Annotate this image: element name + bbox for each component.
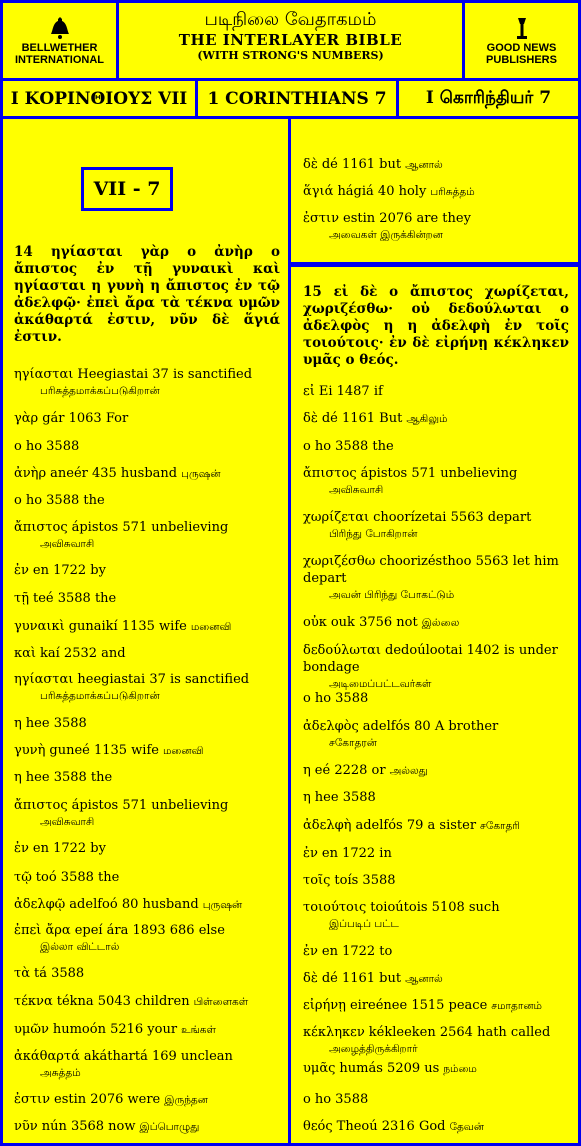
greek-word: θεός: [303, 1119, 333, 1134]
word-entry: [14, 465, 280, 483]
greek-word: ἀδελφῷ: [14, 897, 66, 912]
word-entry: [14, 410, 280, 427]
tamil-gloss: உங்கள்: [181, 1024, 216, 1036]
word-entry: [303, 718, 569, 752]
word-entry: [14, 1021, 280, 1039]
greek-word: τοῖς: [303, 873, 331, 888]
word-entry: [303, 183, 569, 201]
greek-word: τῷ: [14, 870, 32, 885]
transliteration: gunaikí 1135 wife: [68, 619, 187, 634]
transliteration: eireénee 1515 peace: [349, 998, 488, 1013]
tamil-gloss: புருஷன்: [202, 899, 243, 911]
tamil-title: படிநிலை வேதாகமம்: [204, 9, 377, 30]
transliteration: en 1722 by: [32, 841, 106, 856]
bellwether-logo: [3, 3, 116, 78]
greek-word: χωριζέσθω: [303, 554, 376, 569]
greek-word: υμῶν: [14, 1022, 49, 1037]
word-entry: [303, 872, 569, 889]
word-entry: [303, 762, 569, 780]
goodnews-logo-top: GOOD NEWS: [486, 41, 557, 54]
word-entry: [303, 1060, 569, 1078]
transliteration: ápistos 571 unbelieving: [360, 466, 518, 481]
word-entry: [14, 840, 280, 857]
torch-icon: [511, 16, 533, 40]
transliteration: humoón 5216 your: [52, 1022, 178, 1037]
greek-word: ἐπεὶ ἄρα: [14, 923, 71, 938]
word-entry: [14, 562, 280, 579]
transliteration: ho 3588 the: [314, 439, 394, 454]
transliteration: choorízetai 5563 depart: [373, 510, 532, 525]
transliteration: adelfós 80 A brother: [362, 719, 499, 734]
transliteration: toís 3588: [334, 873, 396, 888]
greek-word: γὰρ: [14, 411, 39, 426]
transliteration: dé 1161 But: [321, 411, 403, 426]
greek-word: τῇ: [14, 591, 29, 606]
word-entry: [14, 1091, 280, 1109]
tamil-gloss: சகோதரி: [480, 820, 520, 832]
tamil-gloss: அழைத்திருக்கிறார்: [329, 1043, 418, 1055]
greek-word: δεδούλωται: [303, 643, 382, 658]
transliteration: adelfós 79 a sister: [355, 818, 477, 833]
transliteration: aneér 435 husband: [50, 466, 178, 481]
tamil-gloss: இல்லை: [421, 617, 460, 629]
title-block: [119, 3, 462, 78]
word-entry: [303, 553, 569, 604]
word-entry: [303, 438, 569, 455]
transliteration: ápistos 571 unbelieving: [71, 798, 229, 813]
transliteration: teé 3588 the: [32, 591, 117, 606]
word-entry: [303, 210, 569, 244]
word-entry: [14, 590, 280, 607]
word-entry: [303, 997, 569, 1015]
greek-word: ἀκάθαρτά: [14, 1049, 80, 1064]
word-entry: [303, 465, 569, 499]
greek-word: οὐκ: [303, 615, 327, 630]
transliteration: tá 3588: [33, 966, 85, 981]
tamil-gloss: மனைவி: [190, 621, 232, 633]
greek-word: τέκνα: [14, 994, 53, 1009]
greek-word: γυναικὶ: [14, 619, 65, 634]
greek-word: κέκληκεν: [303, 1025, 365, 1040]
greek-word: ο: [303, 1092, 311, 1107]
chapter-label: VII - 7: [81, 167, 173, 211]
word-entry: [14, 671, 280, 705]
greek-word: ηγίασται: [14, 367, 74, 382]
tamil-gloss: இப்படிப் பட்ட: [329, 918, 399, 930]
goodnews-logo: [465, 3, 578, 78]
greek-word: ἐν: [303, 944, 318, 959]
transliteration: dé 1161 but: [321, 157, 402, 172]
greek-word: ἄπιστος: [303, 466, 357, 481]
word-entry: [303, 642, 569, 693]
word-entry: [303, 383, 569, 400]
tamil-gloss: ஆகிலும்: [406, 413, 448, 425]
tamil-gloss: இருந்தன: [164, 1094, 208, 1106]
bellwether-logo-top: BELLWETHER: [21, 41, 98, 54]
transliteration: hágiá 40 holy: [337, 184, 427, 199]
word-entry: [14, 742, 280, 760]
word-entry: [303, 156, 569, 174]
tamil-gloss: அல்லது: [389, 765, 428, 777]
transliteration: kékleeken 2564 hath called: [368, 1025, 551, 1040]
transliteration: Heegiastai 37 is sanctified: [77, 367, 253, 382]
tamil-gloss: அடிமைப்பட்டவர்கள்: [329, 678, 432, 690]
greek-word: ο: [14, 439, 22, 454]
word-entry: [14, 797, 280, 831]
transliteration: dedoúlootai 1402 is under bondage: [303, 643, 558, 675]
transliteration: humás 5209 us: [339, 1061, 440, 1076]
greek-word: η: [14, 716, 22, 731]
word-entry: [303, 970, 569, 988]
tamil-gloss: பரிசுத்தமாக்கப்படுகிறான்: [40, 385, 160, 397]
word-entry: [303, 899, 569, 933]
tamil-gloss: இல்லா விட்டால்: [40, 941, 120, 953]
word-entry: [14, 769, 280, 786]
word-entry: [14, 519, 280, 553]
word-entry: [14, 366, 280, 400]
word-entry: [303, 509, 569, 543]
greek-word: ἐν: [14, 563, 29, 578]
transliteration: estin 2076 are they: [343, 211, 471, 226]
word-entry: [14, 965, 280, 982]
word-entry: [303, 817, 569, 835]
transliteration: guneé 1135 wife: [49, 743, 159, 758]
greek-word: νῦν: [14, 1119, 38, 1134]
word-entry: [303, 1091, 569, 1108]
greek-word: ἀνὴρ: [14, 466, 47, 481]
greek-word: ηγίασται: [14, 672, 74, 687]
tamil-gloss: நம்மை: [443, 1063, 477, 1075]
bellwether-logo-bottom: INTERNATIONAL: [14, 53, 104, 66]
greek-word: δὲ: [303, 157, 318, 172]
transliteration: ápistos 571 unbelieving: [71, 520, 229, 535]
word-entry: [303, 614, 569, 632]
greek-word: εἰρήνῃ: [303, 998, 346, 1013]
word-entry: [303, 845, 569, 862]
greek-word: ἐν: [303, 846, 318, 861]
greek-word: ἐστιν: [303, 211, 340, 226]
transliteration: hee 3588 the: [25, 770, 113, 785]
verse-15-text: 15 εἰ δὲ ο ἄπιστος χωρίζεται, χωριζέσθω· οὐ δεδούλωται ο ἀδελφὸς η η ἀδελφὴ ἐν τοῖς τοιούτοις· ἐν δὲ εἰρήνῃ κέκληκεν υμᾶς ο θεός.: [303, 284, 569, 368]
tamil-gloss: பிள்ளைகள்: [193, 996, 249, 1008]
transliteration: en 1722 to: [321, 944, 393, 959]
book-tamil: I கொரிந்தியர் 7: [399, 81, 578, 116]
page-title: THE INTERLAYER BIBLE: [178, 31, 403, 49]
greek-word: ἀδελφὸς: [303, 719, 359, 734]
tamil-gloss: அவைகள் இருக்கின்றன: [329, 229, 443, 241]
greek-word: υμᾶς: [303, 1061, 336, 1076]
tamil-gloss: அசுத்தம்: [40, 1067, 81, 1079]
greek-word: χωρίζεται: [303, 510, 370, 525]
greek-word: ἐστιν: [14, 1092, 51, 1107]
transliteration: adelfoó 80 husband: [69, 897, 199, 912]
word-entry: [14, 993, 280, 1011]
tamil-gloss: ஆனால்: [405, 159, 443, 171]
word-entry: [303, 1024, 569, 1058]
greek-word: η: [303, 790, 311, 805]
greek-word: ἅγιά: [303, 184, 334, 199]
word-entry: [14, 1048, 280, 1082]
transliteration: gár 1063 For: [42, 411, 129, 426]
tamil-gloss: புருஷன்: [181, 468, 221, 480]
tamil-gloss: சமாதானம்: [491, 1000, 542, 1012]
transliteration: ho 3588: [25, 439, 80, 454]
tamil-gloss: சகோதரன்: [329, 737, 377, 749]
transliteration: ouk 3756 not: [330, 615, 418, 630]
verse-14-text: 14 ηγίασται γὰρ ο ἀνὴρ ο ἄπιστος ἐν τῇ γυναικὶ καὶ ηγίασται η γυνὴ η ἄπιστος ἐν τῷ ἀδελφῷ· ἐπεὶ ἄρα τὰ τέκνα υμῶν ἀκάθαρτά ἐστιν, νῦν δὲ ἅγιά ἐστιν.: [14, 244, 280, 345]
greek-word: τὰ: [14, 966, 30, 981]
goodnews-logo-bottom: PUBLISHERS: [486, 53, 557, 66]
transliteration: en 1722 by: [32, 563, 106, 578]
transliteration: dé 1161 but: [321, 971, 402, 986]
word-entry: [14, 618, 280, 636]
greek-word: εἰ: [303, 384, 315, 399]
transliteration: nún 3568 now: [41, 1119, 136, 1134]
greek-word: η: [14, 770, 22, 785]
greek-word: ο: [303, 691, 311, 706]
word-entry: [14, 438, 280, 455]
tamil-gloss: அவிசுவாசி: [40, 538, 95, 550]
transliteration: en 1722 in: [321, 846, 392, 861]
transliteration: ho 3588 the: [25, 493, 105, 508]
transliteration: akáthartá 169 unclean: [83, 1049, 233, 1064]
word-entry: [14, 492, 280, 509]
tamil-gloss: தேவன்: [449, 1121, 485, 1133]
transliteration: epeí ára 1893 686 else: [74, 923, 225, 938]
tamil-gloss: அவிசுவாசி: [40, 816, 95, 828]
word-entry: [14, 1118, 280, 1136]
word-entry: [14, 896, 280, 914]
transliteration: toioútois 5108 such: [370, 900, 500, 915]
transliteration: hee 3588: [25, 716, 87, 731]
tamil-gloss: அவன் பிரிந்து போகட்டும்: [329, 589, 455, 601]
transliteration: heegiastai 37 is sanctified: [77, 672, 250, 687]
tamil-gloss: மனைவி: [162, 745, 204, 757]
greek-word: τοιούτοις: [303, 900, 367, 915]
tamil-gloss: ஆனால்: [405, 973, 443, 985]
tamil-gloss: பரிசுத்தம்: [430, 186, 475, 198]
tamil-gloss: பரிசுத்தமாக்கப்படுகிறான்: [40, 690, 160, 702]
transliteration: estin 2076 were: [54, 1092, 161, 1107]
transliteration: kaí 2532 and: [40, 646, 126, 661]
greek-word: ἄπιστος: [14, 798, 68, 813]
greek-word: η: [303, 763, 311, 778]
tamil-gloss: அவிசுவாசி: [329, 484, 384, 496]
greek-word: ἐν: [14, 841, 29, 856]
word-entry: [303, 943, 569, 960]
word-entry: [303, 1118, 569, 1136]
greek-word: δὲ: [303, 411, 318, 426]
tamil-gloss: இப்பொழுது: [139, 1121, 200, 1133]
tamil-gloss: பிரிந்து போகிறான்: [329, 528, 418, 540]
book-greek: Ι ΚΟΡΙΝΘΙΟΥΣ VII: [3, 81, 195, 116]
greek-word: ο: [303, 439, 311, 454]
word-entry: [14, 869, 280, 886]
transliteration: Theoú 2316 God: [336, 1119, 446, 1134]
word-entry: [303, 410, 569, 428]
transliteration: eé 2228 or: [314, 763, 386, 778]
word-entry: [14, 645, 280, 662]
word-entry: [14, 922, 280, 956]
bell-icon: [49, 16, 71, 40]
word-entry: [14, 715, 280, 732]
transliteration: ho 3588: [314, 691, 369, 706]
greek-word: ἄπιστος: [14, 520, 68, 535]
greek-word: ο: [14, 493, 22, 508]
book-english: 1 CORINTHIANS 7: [198, 81, 396, 116]
word-entry: [303, 789, 569, 806]
word-entry: [303, 690, 569, 707]
transliteration: toó 3588 the: [35, 870, 120, 885]
greek-word: ἀδελφὴ: [303, 818, 352, 833]
transliteration: ho 3588: [314, 1092, 369, 1107]
transliteration: hee 3588: [314, 790, 376, 805]
transliteration: choorizésthoo 5563 let him depart: [303, 554, 559, 586]
transliteration: Ei 1487 if: [318, 384, 383, 399]
greek-word: καὶ: [14, 646, 37, 661]
greek-word: δὲ: [303, 971, 318, 986]
transliteration: tékna 5043 children: [56, 994, 190, 1009]
greek-word: γυνὴ: [14, 743, 46, 758]
page-subtitle: (WITH STRONG'S NUMBERS): [197, 49, 384, 62]
